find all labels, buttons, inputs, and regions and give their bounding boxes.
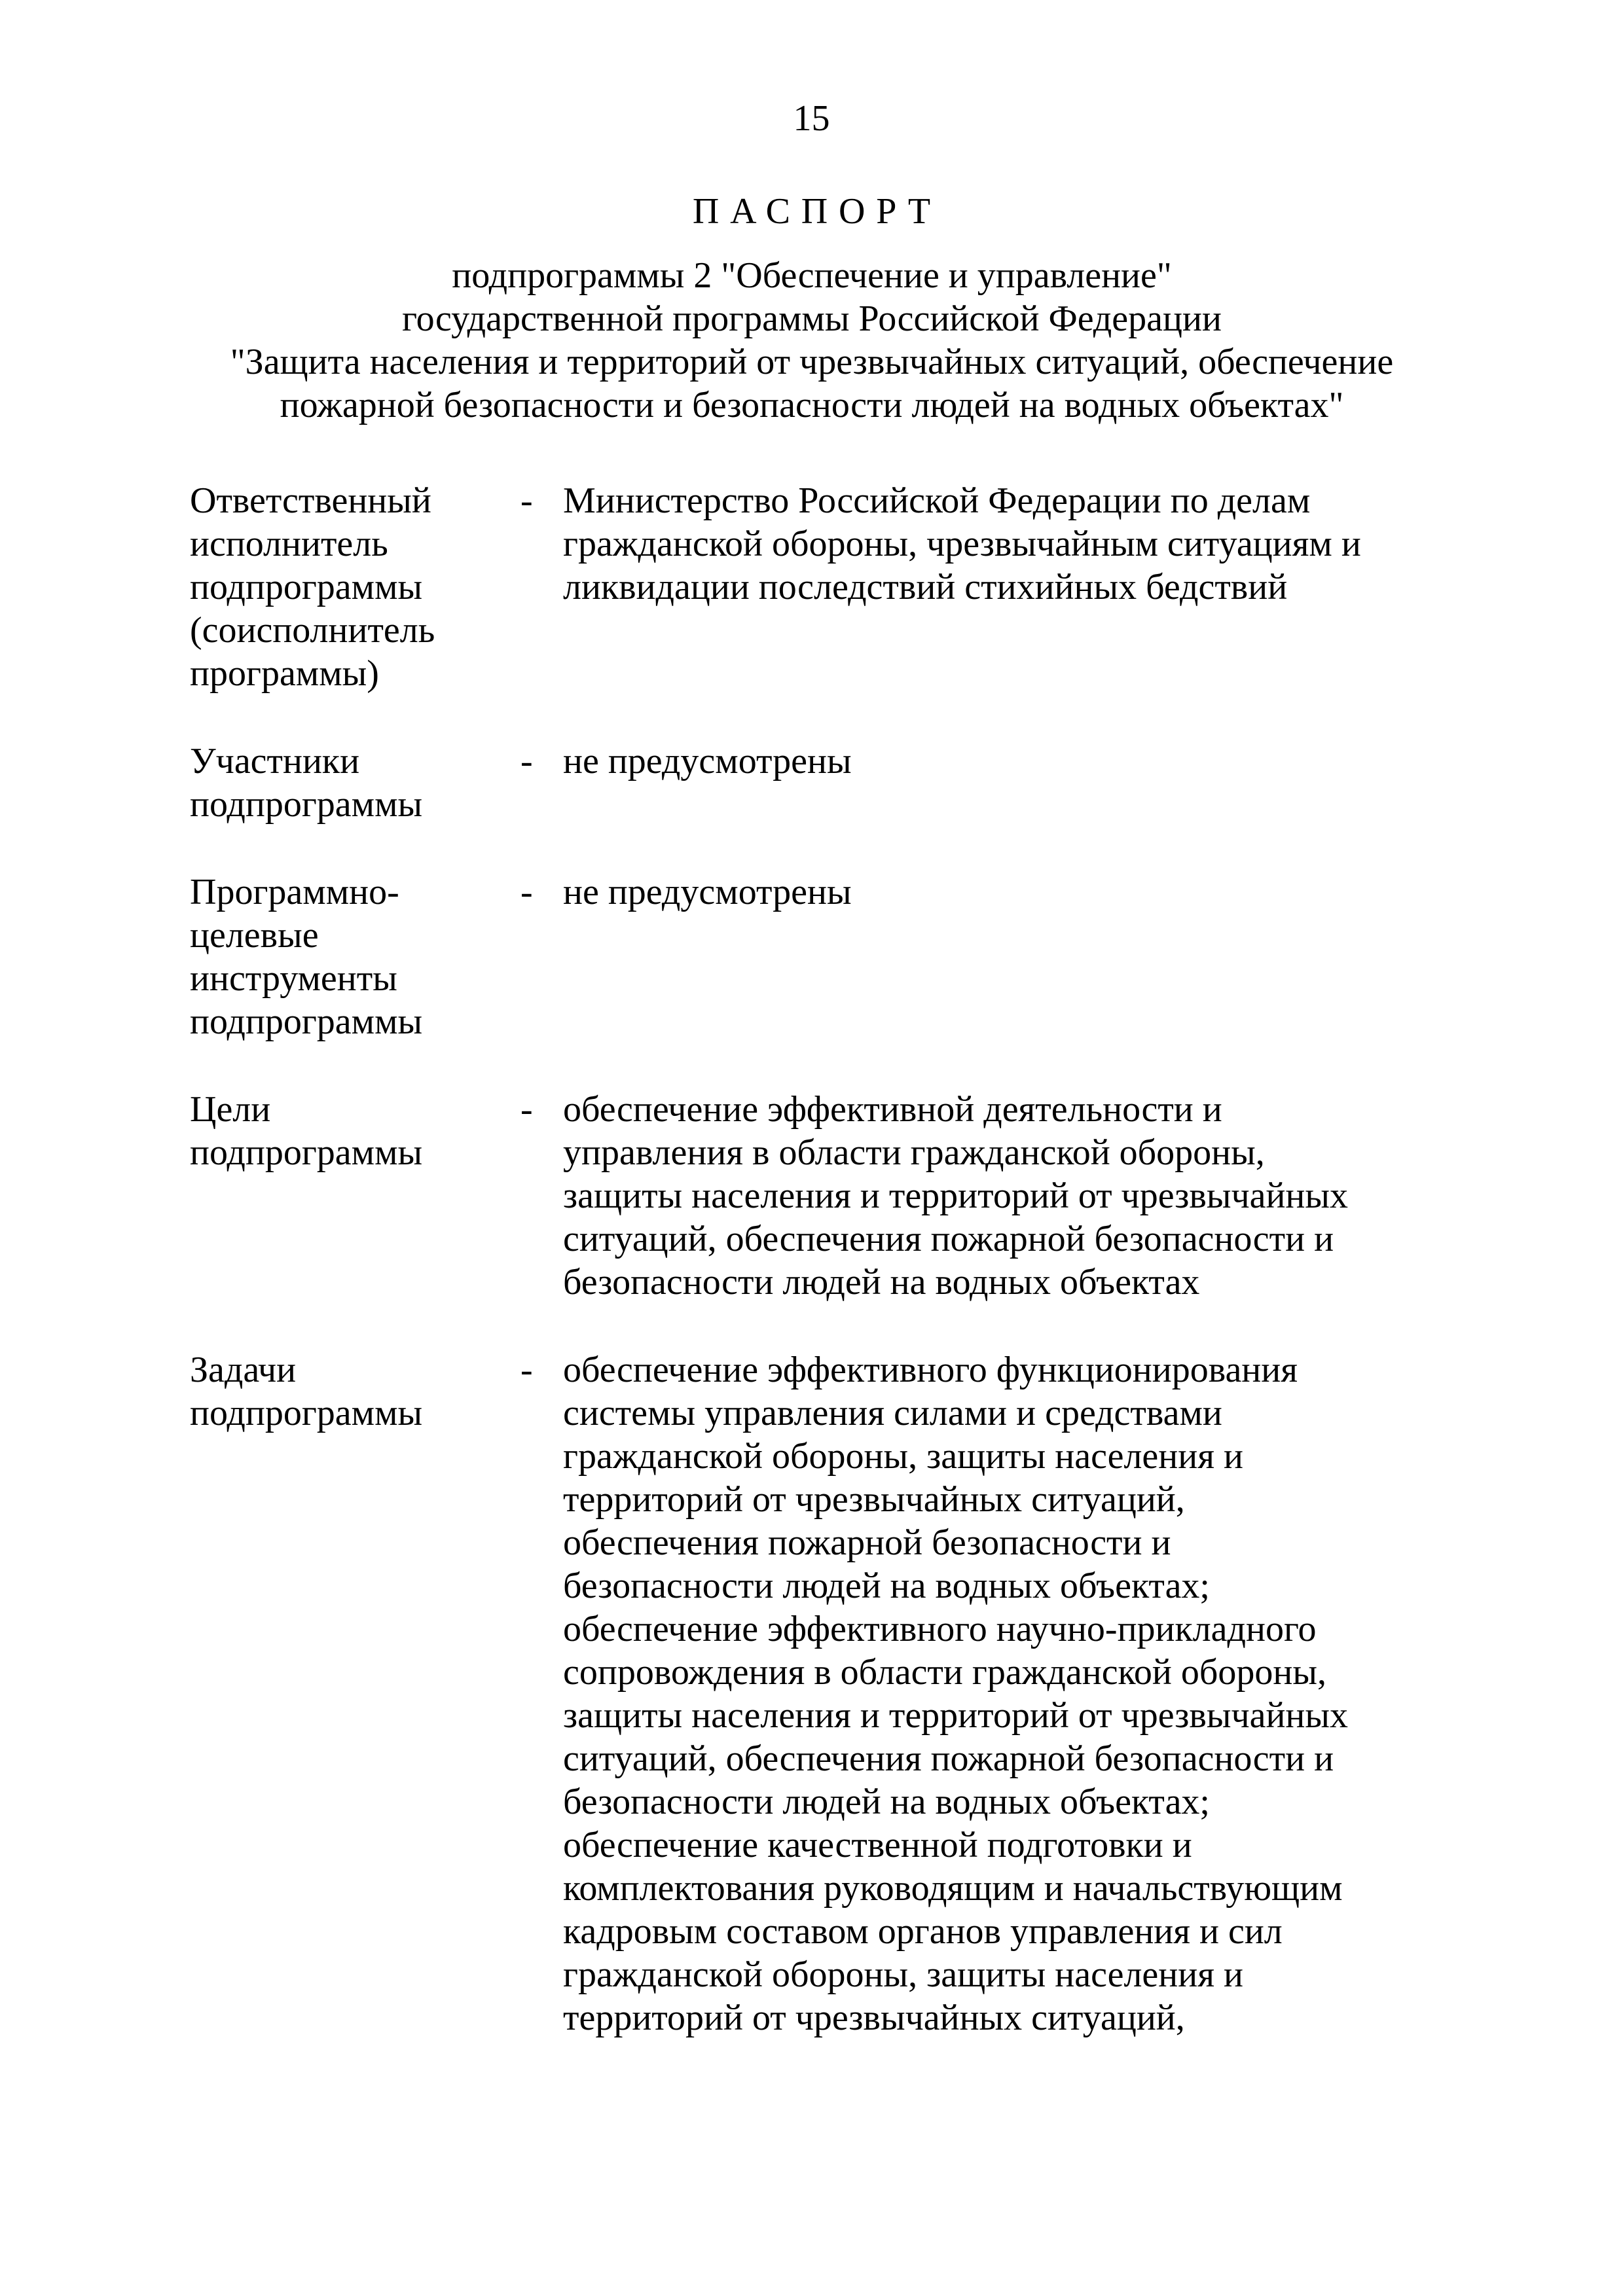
- subtitle-line: подпрограммы 2 "Обеспечение и управление": [452, 255, 1172, 296]
- passport-row: [190, 870, 1473, 1043]
- row-label-line: программы): [190, 653, 379, 694]
- row-label-line: Ответственный: [190, 480, 431, 521]
- row-value-line: обеспечение качественной подготовки и: [563, 1825, 1192, 1865]
- subtitle-line: "Защита населения и территорий от чрезвычайных ситуаций, обеспечение: [230, 342, 1394, 382]
- row-value: [563, 479, 1473, 609]
- row-value: [563, 870, 1473, 914]
- row-value-line: безопасности людей на водных объектах: [563, 1262, 1200, 1302]
- row-label-line: Цели: [190, 1089, 271, 1130]
- row-value-line: управления в области гражданской обороны,: [563, 1132, 1265, 1173]
- row-label-line: Программно-: [190, 872, 399, 912]
- row-value-line: территорий от чрезвычайных ситуаций,: [563, 1998, 1185, 2038]
- passport-row: [190, 1348, 1473, 2039]
- row-value-line: гражданской обороны, защиты населения и: [563, 1436, 1243, 1477]
- row-value-line: гражданской обороны, защиты населения и: [563, 1954, 1243, 1995]
- subtitle-line: государственной программы Российской Федерации: [402, 298, 1222, 339]
- row-value-line: сопровождения в области гражданской обороны,: [563, 1652, 1326, 1693]
- row-label-line: Участники: [190, 741, 360, 781]
- row-value-line: системы управления силами и средствами: [563, 1393, 1222, 1433]
- row-value: [563, 1088, 1473, 1304]
- row-label: [190, 740, 520, 826]
- row-value: [563, 1348, 1473, 2039]
- row-value-line: не предусмотрены: [563, 872, 852, 912]
- row-label-line: целевые: [190, 915, 319, 956]
- row-label-line: исполнитель: [190, 524, 388, 564]
- row-label-line: подпрограммы: [190, 1132, 423, 1173]
- row-value-line: безопасности людей на водных объектах;: [563, 1782, 1210, 1822]
- subtitle-line: пожарной безопасности и безопасности людей на водных объектах": [280, 385, 1344, 425]
- row-value-line: обеспечения пожарной безопасности и: [563, 1522, 1171, 1563]
- row-label-line: инструменты: [190, 958, 397, 999]
- row-value-line: обеспечение эффективного функционирования: [563, 1350, 1298, 1390]
- passport-table: [190, 479, 1473, 2084]
- row-label: [190, 1348, 520, 1435]
- row-value-line: комплектования руководящим и начальствующим: [563, 1868, 1343, 1909]
- row-value-line: гражданской обороны, чрезвычайным ситуациям и: [563, 524, 1361, 564]
- row-value-line: обеспечение эффективной деятельности и: [563, 1089, 1222, 1130]
- row-value-line: защиты населения и территорий от чрезвычайных: [563, 1175, 1349, 1216]
- row-dash: -: [520, 480, 533, 521]
- row-label-line: подпрограммы: [190, 784, 423, 825]
- document-subtitle: [157, 254, 1467, 427]
- row-value-line: ликвидации последствий стихийных бедствий: [563, 567, 1288, 607]
- row-label: [190, 1088, 520, 1174]
- row-value-line: кадровым составом органов управления и сил: [563, 1911, 1283, 1952]
- row-value-line: ситуаций, обеспечения пожарной безопасности и: [563, 1738, 1334, 1779]
- passport-row: [190, 740, 1473, 826]
- row-value-line: не предусмотрены: [563, 741, 852, 781]
- row-value-line: защиты населения и территорий от чрезвычайных: [563, 1695, 1349, 1736]
- row-value-line: Министерство Российской Федерации по делам: [563, 480, 1311, 521]
- page-number: 15: [793, 98, 830, 139]
- passport-row: [190, 479, 1473, 695]
- row-dash: -: [520, 1089, 533, 1130]
- row-dash: -: [520, 1350, 533, 1390]
- row-label: [190, 479, 520, 695]
- row-dash: -: [520, 872, 533, 912]
- document-title: ПАСПОРТ: [692, 191, 941, 232]
- row-value: [563, 740, 1473, 783]
- row-label-line: подпрограммы: [190, 567, 423, 607]
- row-label-line: подпрограммы: [190, 1393, 423, 1433]
- row-label: [190, 870, 520, 1043]
- row-value-line: территорий от чрезвычайных ситуаций,: [563, 1479, 1185, 1520]
- row-label-line: подпрограммы: [190, 1001, 423, 1042]
- row-value-line: ситуаций, обеспечения пожарной безопасности и: [563, 1219, 1334, 1259]
- row-label-line: Задачи: [190, 1350, 297, 1390]
- row-value-line: безопасности людей на водных объектах;: [563, 1566, 1210, 1606]
- row-label-line: (соисполнитель: [190, 610, 435, 651]
- row-dash: -: [520, 741, 533, 781]
- passport-row: [190, 1088, 1473, 1304]
- row-value-line: обеспечение эффективного научно-прикладного: [563, 1609, 1317, 1649]
